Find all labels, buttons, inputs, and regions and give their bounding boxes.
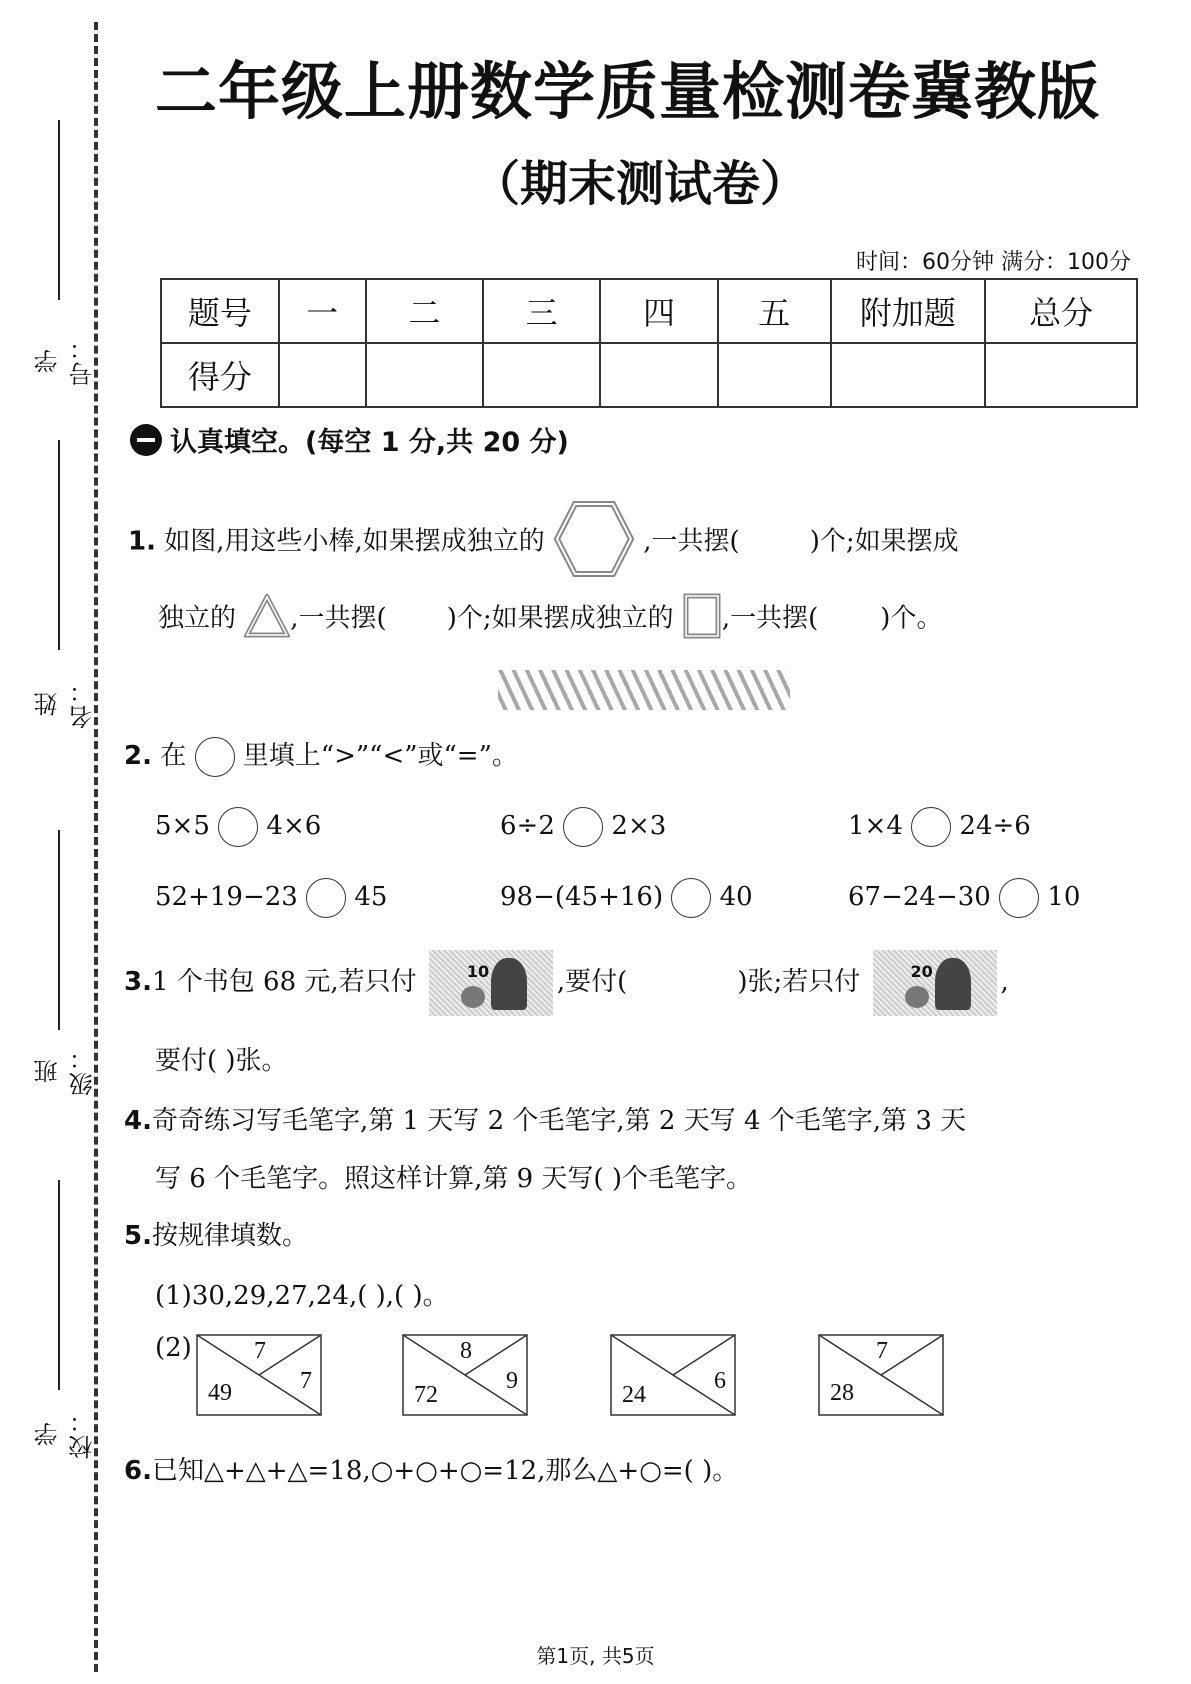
section-1-header bbox=[130, 420, 569, 459]
envelope-right-number: 9 bbox=[506, 1368, 518, 1394]
left-expression: 6÷2 bbox=[500, 811, 555, 841]
q4-text: 奇奇练习写毛笔字,第 1 天写 2 个毛笔字,第 2 天写 4 个毛笔字,第 3 天 bbox=[151, 1106, 967, 1136]
question-number: 3. bbox=[124, 967, 152, 997]
header-cell: 五 bbox=[718, 279, 831, 343]
q1-text: )个;如果摆成 bbox=[809, 526, 959, 557]
left-expression: 5×5 bbox=[155, 811, 210, 841]
comparison-item bbox=[848, 807, 1031, 847]
q3-text: , bbox=[1000, 967, 1009, 997]
right-expression: 24÷6 bbox=[959, 811, 1031, 841]
question-number: 6. bbox=[124, 1456, 152, 1486]
margin-field-name bbox=[30, 440, 97, 740]
question-1-line-1 bbox=[128, 500, 959, 585]
q1-text: 如图,用这些小棒,如果摆成独立的 bbox=[164, 526, 545, 557]
question-4-line-2[interactable]: 写 6 个毛笔字。照这样计算,第 9 天写( )个毛笔字。 bbox=[155, 1164, 752, 1194]
q3-text: 1 个书包 68 元,若只付 bbox=[151, 967, 417, 997]
comparison-circle-input[interactable] bbox=[671, 878, 711, 918]
score-table bbox=[160, 278, 1138, 408]
banknote-denomination: 20 bbox=[910, 962, 933, 981]
left-expression: 98−(45+16) bbox=[500, 882, 664, 912]
question-number: 2. bbox=[124, 741, 152, 771]
score-cell[interactable] bbox=[483, 343, 600, 407]
student-id-label: 学号： bbox=[34, 334, 97, 386]
left-expression: 52+19−23 bbox=[155, 882, 298, 912]
envelope-left-number: 72 bbox=[414, 1382, 438, 1408]
triangle-sticks-icon bbox=[244, 594, 290, 645]
header-cell: 三 bbox=[483, 279, 600, 343]
question-5-part-2-label: (2) bbox=[155, 1333, 192, 1363]
header-cell: 一 bbox=[279, 279, 366, 343]
header-cell: 二 bbox=[366, 279, 484, 343]
hexagon-sticks-icon bbox=[553, 500, 635, 585]
envelope-diagram-2 bbox=[402, 1334, 528, 1416]
q1-text: ,一共摆( bbox=[290, 603, 387, 634]
school-label: 学校： bbox=[34, 1407, 97, 1459]
question-4-line-1 bbox=[124, 1100, 966, 1137]
comparison-item bbox=[155, 807, 321, 847]
question-5-title bbox=[124, 1215, 308, 1252]
score-cell[interactable] bbox=[985, 343, 1137, 407]
q5-text: 按规律填数。 bbox=[151, 1221, 308, 1251]
header-cell: 四 bbox=[600, 279, 718, 343]
comparison-item bbox=[155, 878, 387, 918]
section-number-one-icon bbox=[130, 424, 162, 456]
header-cell: 附加题 bbox=[831, 279, 986, 343]
envelope-diagram-1 bbox=[196, 1334, 322, 1416]
question-number: 1. bbox=[128, 526, 156, 557]
comparison-item bbox=[500, 878, 753, 918]
q2-text: 在 bbox=[160, 741, 187, 771]
banknote-denomination: 10 bbox=[466, 962, 490, 981]
right-expression: 4×6 bbox=[266, 811, 322, 841]
envelope-diagram-4 bbox=[818, 1334, 944, 1416]
envelope-left-number: 28 bbox=[830, 1380, 854, 1406]
q3-text: ,要付( bbox=[556, 967, 628, 997]
score-table-score-row bbox=[161, 343, 1137, 407]
name-blank-line[interactable] bbox=[58, 440, 60, 650]
emblem-icon bbox=[905, 986, 929, 1008]
question-1-line-2 bbox=[158, 592, 942, 647]
section-1-title: 认真填空。(每空 1 分,共 20 分) bbox=[170, 427, 569, 458]
score-cell[interactable] bbox=[600, 343, 718, 407]
q1-text: ,一共摆( bbox=[721, 603, 819, 634]
comparison-circle-input[interactable] bbox=[911, 807, 951, 847]
envelope-diagram-3 bbox=[610, 1334, 736, 1416]
sticks-bundle-image bbox=[498, 670, 790, 710]
envelope-top-number: 7 bbox=[254, 1338, 266, 1364]
score-cell[interactable] bbox=[831, 343, 986, 407]
envelope-top-number: 8 bbox=[460, 1338, 472, 1364]
left-expression: 67−24−30 bbox=[848, 882, 991, 912]
emblem-icon bbox=[461, 986, 485, 1008]
right-expression: 45 bbox=[354, 882, 388, 912]
class-label: 班级： bbox=[34, 1044, 97, 1096]
margin-field-school bbox=[30, 1180, 97, 1470]
comparison-item bbox=[848, 878, 1080, 918]
right-expression: 10 bbox=[1047, 882, 1081, 912]
page-indicator: 第1页, 共5页 bbox=[536, 1644, 655, 1668]
score-table-header-row bbox=[161, 279, 1137, 343]
question-2-prompt bbox=[124, 735, 518, 777]
portrait-icon bbox=[491, 958, 527, 1010]
square-sticks-icon bbox=[682, 592, 722, 647]
question-3-line-2[interactable]: 要付( )张。 bbox=[155, 1046, 288, 1076]
class-blank-line[interactable] bbox=[58, 830, 60, 1030]
student-id-blank-line[interactable] bbox=[58, 120, 60, 300]
twenty-yuan-banknote-image bbox=[873, 950, 997, 1016]
q1-text: ,一共摆( bbox=[643, 526, 740, 557]
comparison-circle-input[interactable] bbox=[999, 878, 1039, 918]
question-6 bbox=[124, 1450, 738, 1487]
envelope-left-number: 24 bbox=[622, 1382, 646, 1408]
envelope-right-number: 7 bbox=[300, 1368, 312, 1394]
comparison-circle-input[interactable] bbox=[218, 807, 258, 847]
ten-yuan-banknote-image bbox=[429, 950, 553, 1016]
question-3-line-1 bbox=[124, 950, 1009, 1016]
q2-text: 里填上“>”“<”或“=”。 bbox=[242, 741, 518, 771]
q1-text: )个;如果摆成独立的 bbox=[446, 603, 674, 634]
left-expression: 1×4 bbox=[848, 811, 903, 841]
right-expression: 40 bbox=[719, 882, 753, 912]
score-cell[interactable] bbox=[366, 343, 484, 407]
row-label-cell: 得分 bbox=[161, 343, 279, 407]
circle-icon bbox=[195, 737, 235, 777]
page-subtitle: （期末测试卷） bbox=[471, 156, 808, 212]
question-number: 5. bbox=[124, 1221, 152, 1251]
q6-text[interactable]: 已知△+△+△=18,○+○+○=12,那么△+○=( )。 bbox=[151, 1456, 739, 1486]
right-expression: 2×3 bbox=[611, 811, 667, 841]
question-number: 4. bbox=[124, 1106, 152, 1136]
comparison-item bbox=[500, 807, 666, 847]
margin-field-student-id bbox=[30, 120, 97, 390]
score-cell[interactable] bbox=[279, 343, 366, 407]
name-label: 姓名： bbox=[34, 677, 97, 729]
comparison-circle-input[interactable] bbox=[306, 878, 346, 918]
page-title: 二年级上册数学质量检测卷冀教版 bbox=[155, 55, 1101, 128]
q1-text: 独立的 bbox=[158, 603, 237, 634]
envelope-left-number: 49 bbox=[208, 1380, 232, 1406]
question-5-part-1[interactable]: (1)30,29,27,24,( ),( )。 bbox=[155, 1281, 449, 1311]
margin-field-class bbox=[30, 830, 97, 1100]
comparison-circle-input[interactable] bbox=[563, 807, 603, 847]
score-cell[interactable] bbox=[718, 343, 831, 407]
envelope-right-number: 6 bbox=[714, 1368, 726, 1394]
header-cell: 题号 bbox=[161, 279, 279, 343]
header-cell: 总分 bbox=[985, 279, 1137, 343]
portrait-icon bbox=[935, 958, 971, 1010]
exam-meta: 时间：60分钟 满分：100分 bbox=[856, 250, 1131, 275]
q3-text: )张;若只付 bbox=[737, 967, 861, 997]
school-blank-line[interactable] bbox=[58, 1180, 60, 1390]
q1-text: )个。 bbox=[880, 603, 943, 634]
envelope-top-number: 7 bbox=[876, 1338, 888, 1364]
